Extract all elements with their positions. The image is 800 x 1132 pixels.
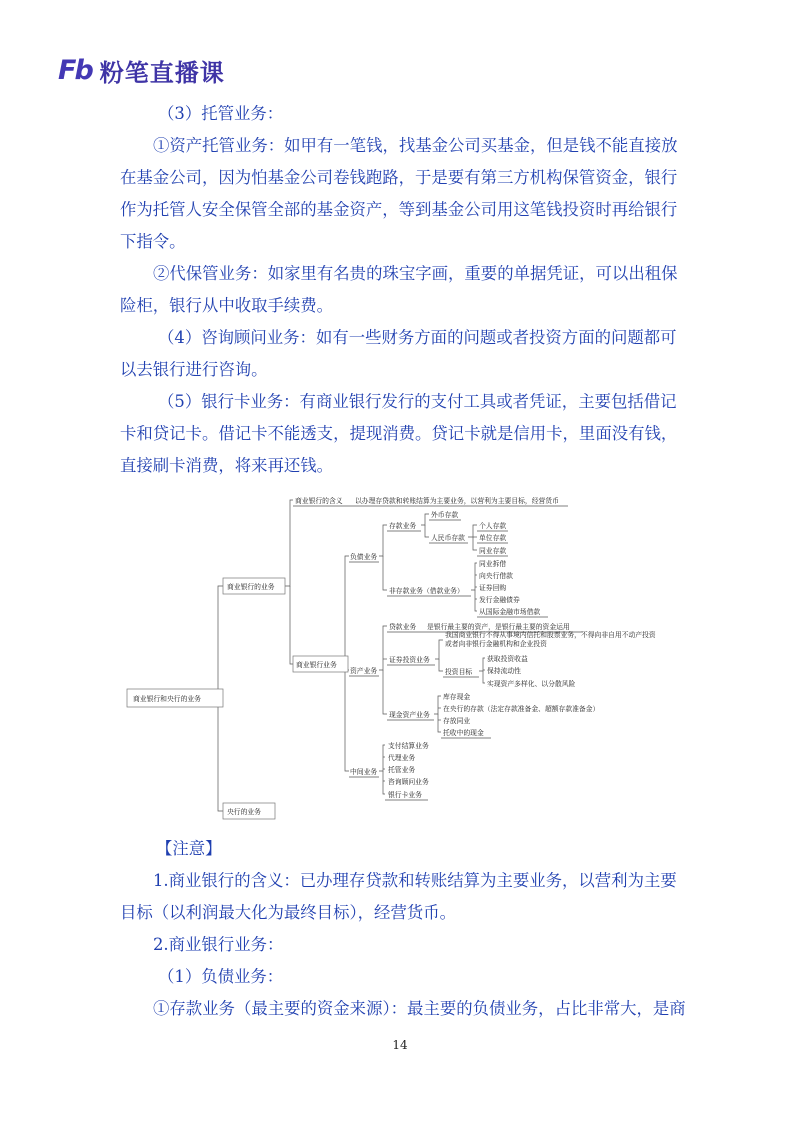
paragraph-asset-custody: ①资产托管业务：如甲有一笔钱，找基金公司买基金，但是钱不能直接放在基金公司，因为怕基金公司卷钱跑路，于是要有第三方机构保管资金，银行作为托管人安全保管全部的基金资产，等到基金公司用这笔钱投资时再给银行下指令。 [120, 136, 678, 251]
loan-label: 贷款业务 [389, 623, 417, 631]
brand-name: 粉笔直播课 [99, 59, 225, 87]
cash-item-interbank: 存放同业 [443, 717, 471, 725]
meaning-text: 以办理存贷款和转账结算为主要业务，以营利为主要目标，经营货币 [355, 497, 559, 505]
nondeposit-label: 非存款业务（借款业务） [389, 587, 464, 595]
bottom-text-block [120, 833, 688, 1025]
mid-item-agency: 代理业务 [388, 754, 416, 762]
securities-label: 证券投资业务 [389, 656, 430, 664]
intermediary-label: 中间业务 [350, 768, 378, 776]
mid-item-consulting: 咨询顾问业务 [388, 778, 429, 786]
mind-map-diagram [123, 487, 683, 822]
loan-text: 是银行最主要的资产，是银行最主要的资金运用 [427, 623, 570, 631]
asset-label: 资产业务 [350, 667, 378, 675]
goal-item-liquidity: 保持流动性 [487, 667, 521, 675]
nd-item-bonds: 发行金融债券 [479, 596, 520, 604]
paragraph-liability: （1）负债业务： [158, 967, 284, 986]
paragraph-bank-card: （5）银行卡业务：有商业银行发行的支付工具或者凭证，主要包括借记卡和贷记卡。借记卡不能透支，提现消费。贷记卡就是信用卡，里面没有钱，直接刷卡消费，将来再还钱。 [120, 392, 678, 475]
mid-item-settlement: 支付结算业务 [388, 742, 429, 750]
deposit-label: 存款业务 [389, 522, 417, 530]
fb-logo-icon: Fb [58, 55, 92, 86]
commercial-ops-node-label: 商业银行业务 [296, 661, 337, 669]
nd-item-interbank-lending: 同业拆借 [479, 560, 507, 568]
cash-item-central-deposit: 在央行的存款（法定存款准备金、超额存款准备金） [443, 705, 600, 713]
foreign-deposit-label: 外币存款 [431, 511, 459, 519]
mid-item-custody: 托管业务 [388, 766, 416, 774]
unit-deposit-label: 单位存款 [479, 534, 507, 542]
invest-goal-label: 投资目标 [445, 668, 473, 676]
paragraph-safekeeping: ②代保管业务：如家里有名贵的珠宝字画，重要的单据凭证，可以出租保险柜，银行从中收取手续费。 [120, 264, 678, 315]
paragraph-consulting: （4）咨询顾问业务：如有一些财务方面的问题或者投资方面的问题都可以去银行进行咨询。 [120, 328, 677, 379]
paragraph-bank-business: 2.商业银行业务： [153, 935, 284, 954]
mind-map-connectors [218, 500, 485, 811]
interbank-deposit-label: 同业存款 [479, 547, 507, 555]
nd-item-repo: 证券回购 [479, 584, 507, 592]
note-heading: 【注意】 [156, 839, 222, 858]
cash-item-collection: 托收中的现金 [443, 729, 484, 737]
personal-deposit-label: 个人存款 [479, 522, 507, 530]
page-number: 14 [392, 1038, 408, 1052]
securities-text-1: 我国商业银行不得从事境内信托和股票业务，不得向非自用不动产投资 [445, 631, 656, 639]
paragraph-bank-meaning: 1.商业银行的含义：已办理存贷款和转账结算为主要业务，以营利为主要目标（以利润最大化为最终目标），经营货币。 [120, 871, 677, 922]
securities-text-2: 或者向非银行金融机构和企业投资 [445, 640, 547, 648]
cash-asset-label: 现金资产业务 [389, 711, 430, 719]
nd-item-intl-borrowing: 从国际金融市场借款 [479, 608, 541, 616]
root-node-label: 商业银行和央行的业务 [133, 695, 201, 703]
cash-item-vault: 库存现金 [443, 693, 471, 701]
central-bank-node-label: 央行的业务 [227, 808, 261, 816]
goal-item-diversify: 实现资产多样化、以分散风险 [487, 680, 576, 688]
paragraph-deposit: ①存款业务（最主要的资金来源）：最主要的负债业务，占比非常大，是商 [153, 999, 686, 1018]
brand-logo [58, 53, 225, 88]
nd-item-central-loan: 向央行借款 [479, 572, 513, 580]
liability-label: 负债业务 [350, 553, 378, 561]
commercial-business-node-label: 商业银行的业务 [227, 583, 275, 591]
mid-item-bank-card: 银行卡业务 [388, 791, 422, 799]
paragraph-custody-heading: （3）托管业务： [158, 104, 284, 123]
goal-item-return: 获取投资收益 [487, 655, 528, 663]
top-text-block [120, 98, 688, 482]
rmb-deposit-label: 人民币存款 [431, 534, 465, 542]
meaning-label: 商业银行的含义 [295, 497, 343, 505]
